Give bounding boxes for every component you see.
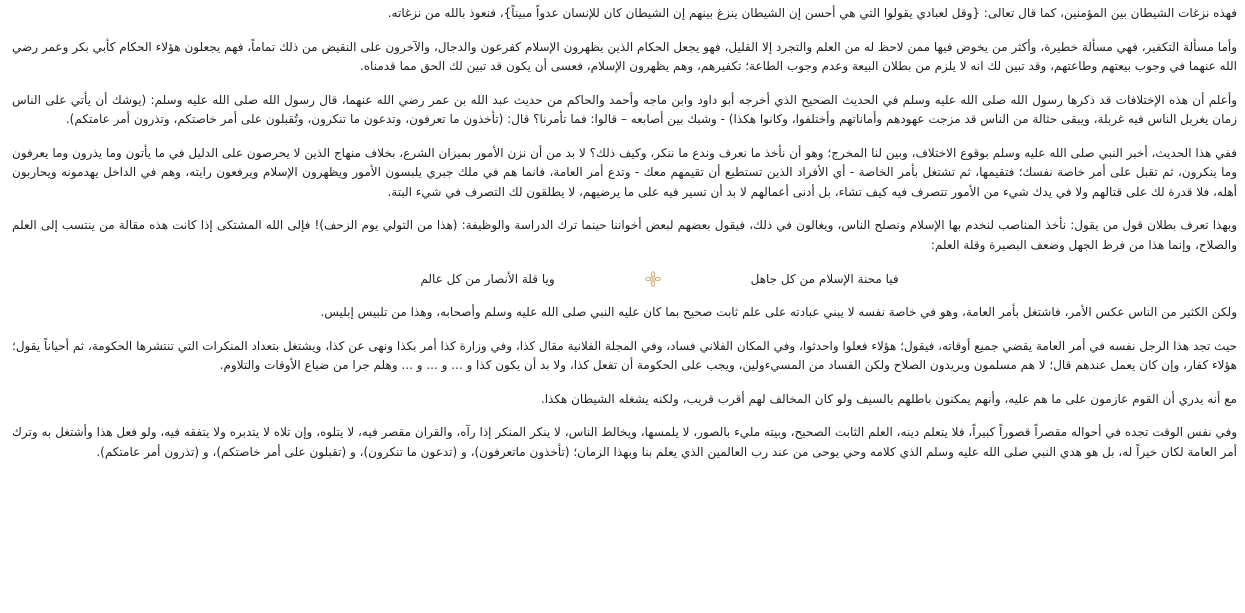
paragraph-positions: وبهذا تعرف بطلان قول من يقول: نأخذ المناصب لنخدم بها الإسلام ونصلح الناس، ويغالون في ذلك، فيقول بعضهم لبعض أخواننا حينما ترك الدراسة والوظيفة: (هذا من التولي يوم الزحف)! فإلى الله المشتكى إذا كانت هذه مقالة من ينتسب إلى العلم والصلاح، وإنما هذا من فرط الجهل وضعف البصيرة وقلة العلم: <box>12 218 1237 252</box>
poetry-verse <box>12 269 1237 289</box>
paragraph-takfir: وأما مسألة التكفير، فهي مسألة خطيرة، وأكثر من يخوض فيها ممن لاحظ له من العلم والتجرد إلا القليل، فهو يجعل الحكام الذين يظهرون الإسلام كفرعون والدجال، والآخرون على النقيض من ذلك تماماً، فهم يجعلون هؤلاء الحكام كأبي بكر وعمر رضي الله عنهما في وجوب بيعتهم وطاعتهم، وقد تبين لك انه لا يلزم من بطلان البيعة وعدم وجوب الطاعة؛ تكفيرهم، وهم يظهرون الإسلام، فعسى أن يكون قد تبين لك الحق مما قدمناه. <box>12 39 1237 73</box>
verse-second-half: ويا قلة الأنصار من كل عالم <box>420 272 555 286</box>
paragraph-shortcomings: وفي نفس الوقت تجده في أحواله مقصراً قصوراً كبيراً، فلا يتعلم دينه، العلم الثابت الصحيح، وبيته مليء بالصور، لا يلمسها، ويخالط الناس، لا ينكر المنكر إذا رآه، والقران مقصر فيه، لا يتلوه، وإن تلاه لا يتدبره ولا يتفقه فيه، ولو فعل هذا وأشتغل به وترك أمر العامة لكان خيراً له، بل هو هدي النبي صلى الله عليه وسلم الذي كلامه وحي يوحى من عند رب العالمين الذي يعلم بنا وبهذا الزمان؛ (تأخذون ماتعرفون)، و (تدعون ما تنكرون)، و (تقبلون على أمر خاصتكم)، و (تذرون أمر عامتكم). <box>12 425 1237 459</box>
paragraph-hadith-explanation: ففي هذا الحديث، أخبر النبي صلى الله عليه وسلم بوقوع الاختلاف، وبين لنا المخرج؛ وهو أن نأخذ ما نعرف وندع ما ننكر، وكيف ذلك؟ لا بد من أن نزن الأمور بميزان الشرع، بخلاف منهاج الذين لا يحرصون على الدليل في ما يأتون وما يذرون وما يعرفون وما ينكرون، ثم تقبل على أمر خاصة نفسك؛ فتقيمها، ثم تشتغل بأمر الخاصة - أي الأفراد الذين تستطيع أن تقيمهم معك - وتدع أمر العامة، فانما هم في ملك جبري يلبسون الأمور ويظهرون الإسلام ويرفعون رايته، وهم في الداخل يهدمونه ويحاربون أهله، فلا قدرة لك على قتالهم ولا في يدك شيء من الأمور تتصرف فيه كيف تشاء، بل أدنى أعمالهم لا بد أن تسير فيه على ما يرضيهم، لا يطلقون لك التصرف في شيء البتة. <box>12 145 1237 199</box>
paragraph-satan: مع أنه يدري أن القوم عازمون على ما هم عليه، وأنهم يمكنون باطلهم بالسيف ولو كان المخالف لهم أقرب قريب، ولكنه يشغله الشيطان هكذا. <box>540 391 1237 406</box>
verse-first-half: فيا محنة الإسلام من كل جاهل <box>750 272 899 286</box>
flower-ornament-icon <box>645 271 661 287</box>
paragraph-intro: فهذه نزغات الشيطان بين المؤمنين، كما قال تعالى: {وقل لعبادي يقولوا التي هي أحسن إن الشيطان ينزغ بينهم إن الشيطان كان للإنسان عدواً مبيناً}، فنعوذ بالله من نزغاته. <box>387 6 1237 20</box>
paragraph-public-affairs: حيث تجد هذا الرجل نفسه في أمر العامة يقضي جميع أوقاته، فيقول؛ هؤلاء فعلوا واحدثوا، وفي المكان الفلاني فساد، وفي المجلة الفلانية مقال كذا، وفي وزارة كذا أمر بكذا ونهى عن كذا، ويشتغل بتعداد المنكرات التي تنتشرها الحكومة، ثم أحياناً يقول؛ هؤلاء كفار، وإن كان يعمل عندهم قال؛ لا هم مسلمون ويريدون الصلاح ولكن الفساد من المسيءولين، ويجب على الحكومة أن تفعل كذا، ولا بد أن يكون كذا و ... و ... و ... وهلم جرا من ضياع الأوقات والتلاوم. <box>12 338 1237 372</box>
paragraph-reversal: ولكن الكثير من الناس عكس الأمر، فاشتغل بأمر العامة، وهو في خاصة نفسه لا يبني عبادته على علم ثابت صحيح بما كان عليه النبي صلى الله عليه وسلم وأصحابه، وهذا من تلبيس إبليس. <box>320 305 1237 319</box>
paragraph-hadith: وأعلم أن هذه الإختلافات قد ذكرها رسول الله صلى الله عليه وسلم في الحديث الصحيح الذي أخرجه أبو داود وابن ماجه وأحمد والحاكم من حديث عبد الله بن عمر رضي الله عنهما، قال رسول الله صلى الله عليه وسلم: (يوشك أن يأتي على الناس زمان يغربل الناس فيه غربلة، ويبقى حثالة من الناس قد مزجت عهودهم وأماناتهم وأختلفوا، وكانوا هكذا) - وشبك بين أصابعه – قالوا: فما تأمرنا؟ قال: (تأخذون ما تعرفون، وتدعون ما تنكرون، وتُقبلون على أمر خاصتكم، وتذرون أمر عامتكم). <box>12 92 1237 126</box>
